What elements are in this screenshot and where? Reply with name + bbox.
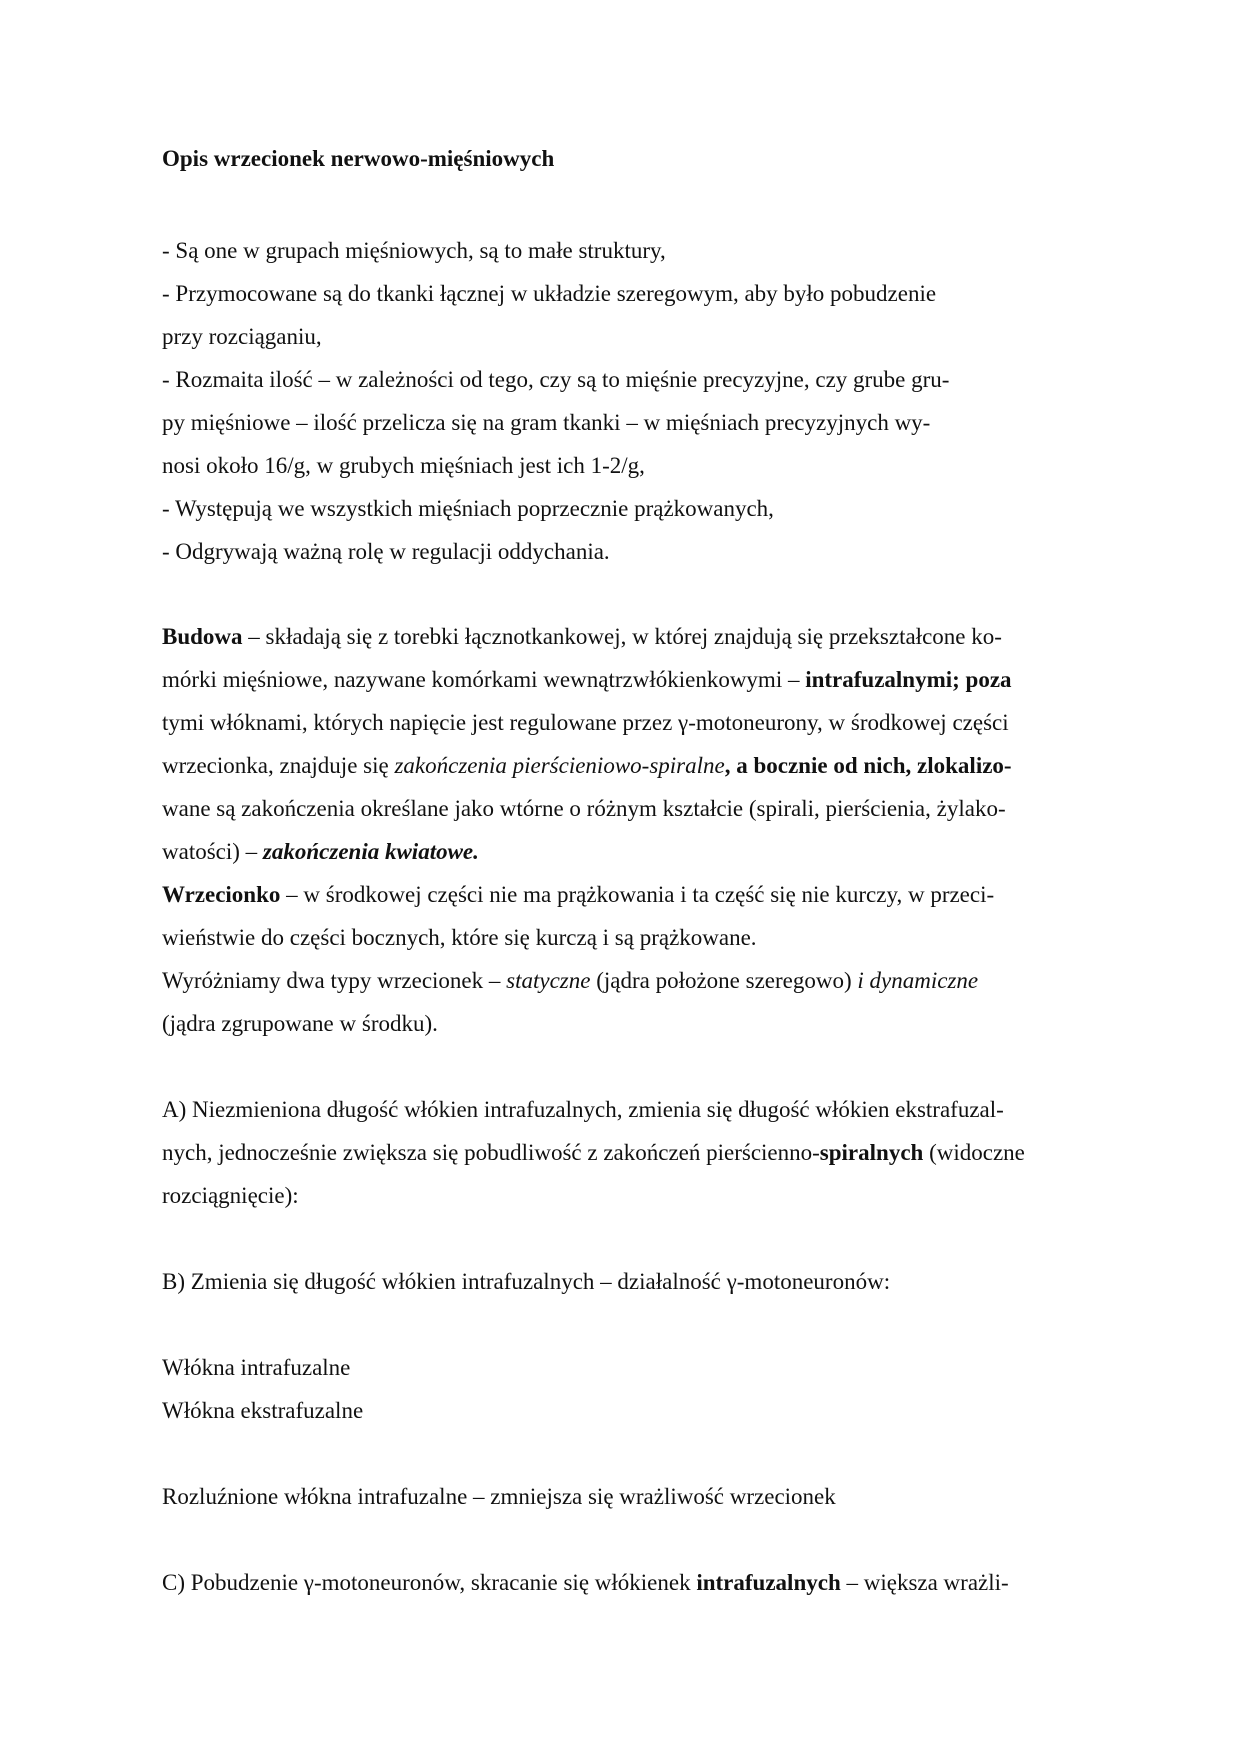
list-item: nosi około 16/g, w grubych mięśniach jest ich 1-2/g, <box>162 453 645 478</box>
paragraph-line: A) Niezmieniona długość włókien intrafuzalnych, zmienia się długość włókien ekstrafuzal- <box>162 1097 1004 1122</box>
italic-term: i dynamiczne <box>857 968 979 993</box>
list-item: - Rozmaita ilość – w zależności od tego, czy są to mięśnie precyzyjne, czy grube gru- <box>162 367 950 392</box>
list-item: py mięśniowe – ilość przelicza się na gram tkanki – w mięśniach precyzyjnych wy- <box>162 410 931 435</box>
paragraph-line: wieństwie do części bocznych, które się kurczą i są prążkowane. <box>162 925 757 950</box>
list-item: - Są one w grupach mięśniowych, są to małe struktury, <box>162 238 666 263</box>
relaxed-note <box>162 1475 1102 1518</box>
paragraph-line <box>162 615 1102 658</box>
budowa-label: Budowa <box>162 624 243 649</box>
text-run: wrzecionka, znajduje się <box>162 753 395 778</box>
italic-term: zakończenia kwiatowe. <box>262 839 479 864</box>
section-a <box>162 1088 1102 1217</box>
paragraph-line <box>162 1131 1102 1174</box>
bold-term: spiralnych <box>819 1140 924 1165</box>
text-run: (widoczne <box>923 1140 1025 1165</box>
fiber-label-extrafusal: Włókna ekstrafuzalne <box>162 1398 364 1423</box>
text-run: (jądra położone szeregowo) <box>590 968 858 993</box>
page-title: Opis wrzecionek nerwowo-mięśniowych <box>162 146 555 171</box>
list-item: przy rozciąganiu, <box>162 324 322 349</box>
text-run: – składają się z torebki łącznotkankowej, w której znajdują się przekształcone ko- <box>242 624 1002 649</box>
paragraph-line <box>162 1561 1102 1604</box>
list-item: - Występują we wszystkich mięśniach poprzecznie prążkowanych, <box>162 496 774 521</box>
section-b <box>162 1260 1102 1303</box>
paragraph-line: rozciągnięcie): <box>162 1183 299 1208</box>
list-item: - Przymocowane są do tkanki łącznej w układzie szeregowym, aby było pobudzenie <box>162 281 937 306</box>
bold-term: , a bocznie od nich, zlokalizo- <box>724 753 1012 778</box>
paragraph-line <box>162 744 1102 787</box>
paragraph-line: tymi włóknami, których napięcie jest regulowane przez γ-motoneurony, w środkowej części <box>162 710 1009 735</box>
paragraph-line: Rozluźnione włókna intrafuzalne – zmniejsza się wrażliwość wrzecionek <box>162 1484 836 1509</box>
bold-term: intrafuzalnymi; poza <box>805 667 1012 692</box>
budowa-paragraph <box>162 615 1102 1045</box>
bold-term: intrafuzalnych <box>696 1570 841 1595</box>
paragraph-line: (jądra zgrupowane w środku). <box>162 1011 438 1036</box>
italic-term: statyczne <box>506 968 591 993</box>
text-run: Wyróżniamy dwa typy wrzecionek – <box>162 968 507 993</box>
paragraph-line: wane są zakończenia określane jako wtórne o różnym kształcie (spirali, pierścienia, żylako- <box>162 796 1006 821</box>
paragraph-line <box>162 830 1102 873</box>
text-run: watości) – <box>162 839 263 864</box>
text-run: nych, jednocześnie zwiększa się pobudliwość z zakończeń pierścienno- <box>162 1140 820 1165</box>
paragraph-line <box>162 658 1102 701</box>
wrzecionko-label: Wrzecionko <box>162 882 281 907</box>
text-run: – w środkowej części nie ma prążkowania i ta część się nie kurczy, w przeci- <box>280 882 995 907</box>
text-run: C) Pobudzenie γ-motoneuronów, skracanie się włókienek <box>162 1570 697 1595</box>
bullet-list <box>162 229 1102 573</box>
section-c <box>162 1561 1102 1604</box>
paragraph-line <box>162 873 1102 916</box>
italic-term: zakończenia pierścieniowo-spiralne <box>394 753 725 778</box>
text-run: mórki mięśniowe, nazywane komórkami wewnątrzwłókienkowymi – <box>162 667 806 692</box>
fiber-labels <box>162 1346 1102 1432</box>
paragraph-line <box>162 959 1102 1002</box>
list-item: - Odgrywają ważną rolę w regulacji oddychania. <box>162 539 610 564</box>
text-run: – większa wrażli- <box>840 1570 1009 1595</box>
fiber-label-intrafusal: Włókna intrafuzalne <box>162 1355 351 1380</box>
paragraph-line: B) Zmienia się długość włókien intrafuzalnych – działalność γ-motoneuronów: <box>162 1269 891 1294</box>
